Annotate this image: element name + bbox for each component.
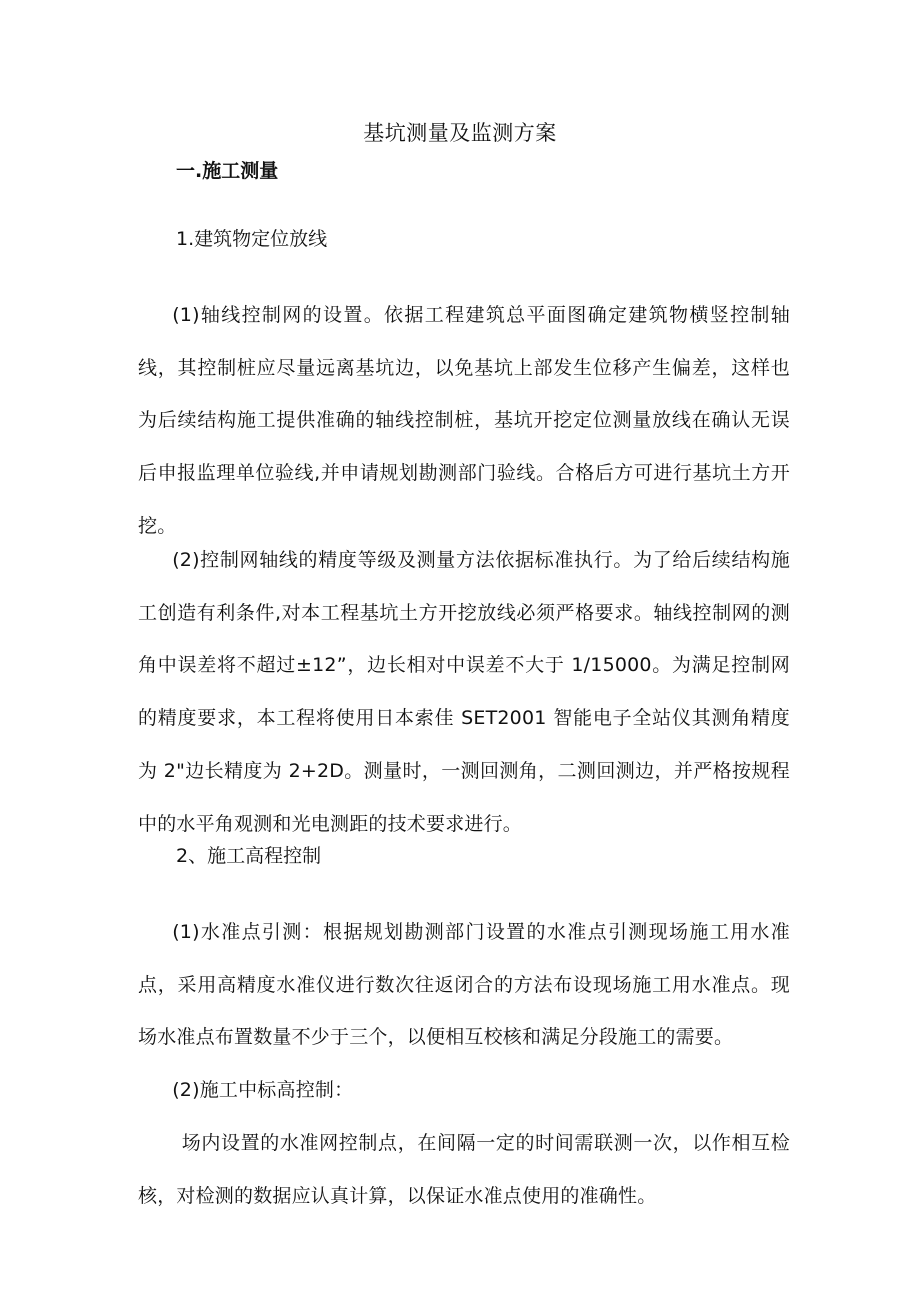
paragraph-control-network-accuracy: (2)控制网轴线的精度等级及测量方法依据标准执行。为了给后续结构施工创造有利条件,对本工程基坑土方开挖放线必须严格要求。轴线控制网的测角中误差将不超过±12”，边长相对中误差不大于 1/15000。为满足控制网的精度要求，本工程将使用日本索佳 SET2001 智能电子全站仪其测角精度为 2"边长精度为 2+2D。测量时，一测回测角，二测回测边，并严格按规程中的水平角观测和光电测距的技术要求进行。 xyxy=(138,549,790,835)
paragraph-benchmark-network-check: 场内设置的水准网控制点，在间隔一定的时间需联测一次，以作相互检核，对检测的数据应认真计算，以保证水准点使用的准确性。 xyxy=(138,1132,790,1207)
section-heading-construction-survey: 一.施工测量 xyxy=(176,160,279,182)
paragraph-elevation-control-heading: (2)施工中标高控制： xyxy=(172,1079,354,1101)
subheading-building-layout: 1.建筑物定位放线 xyxy=(176,228,328,250)
document-title: 基坑测量及监测方案 xyxy=(363,121,557,145)
paragraph-axis-control-network: (1)轴线控制网的设置。依据工程建筑总平面图确定建筑物横竖控制轴线，其控制桩应尽量远离基坑边，以免基坑上部发生位移产生偏差，这样也为后续结构施工提供准确的轴线控制桩，基坑开挖定位测量放线在确认无误后申报监理单位验线,并申请规划勘测部门验线。合格后方可进行基坑土方开挖。 xyxy=(138,304,790,537)
paragraph-benchmark-transfer: (1)水准点引测：根据规划勘测部门设置的水准点引测现场施工用水准点，采用高精度水准仪进行数次往返闭合的方法布设现场施工用水准点。现场水准点布置数量不少于三个，以便相互校核和满足分段施工的需要。 xyxy=(138,921,790,1049)
subheading-elevation-control: 2、施工高程控制 xyxy=(176,845,322,867)
